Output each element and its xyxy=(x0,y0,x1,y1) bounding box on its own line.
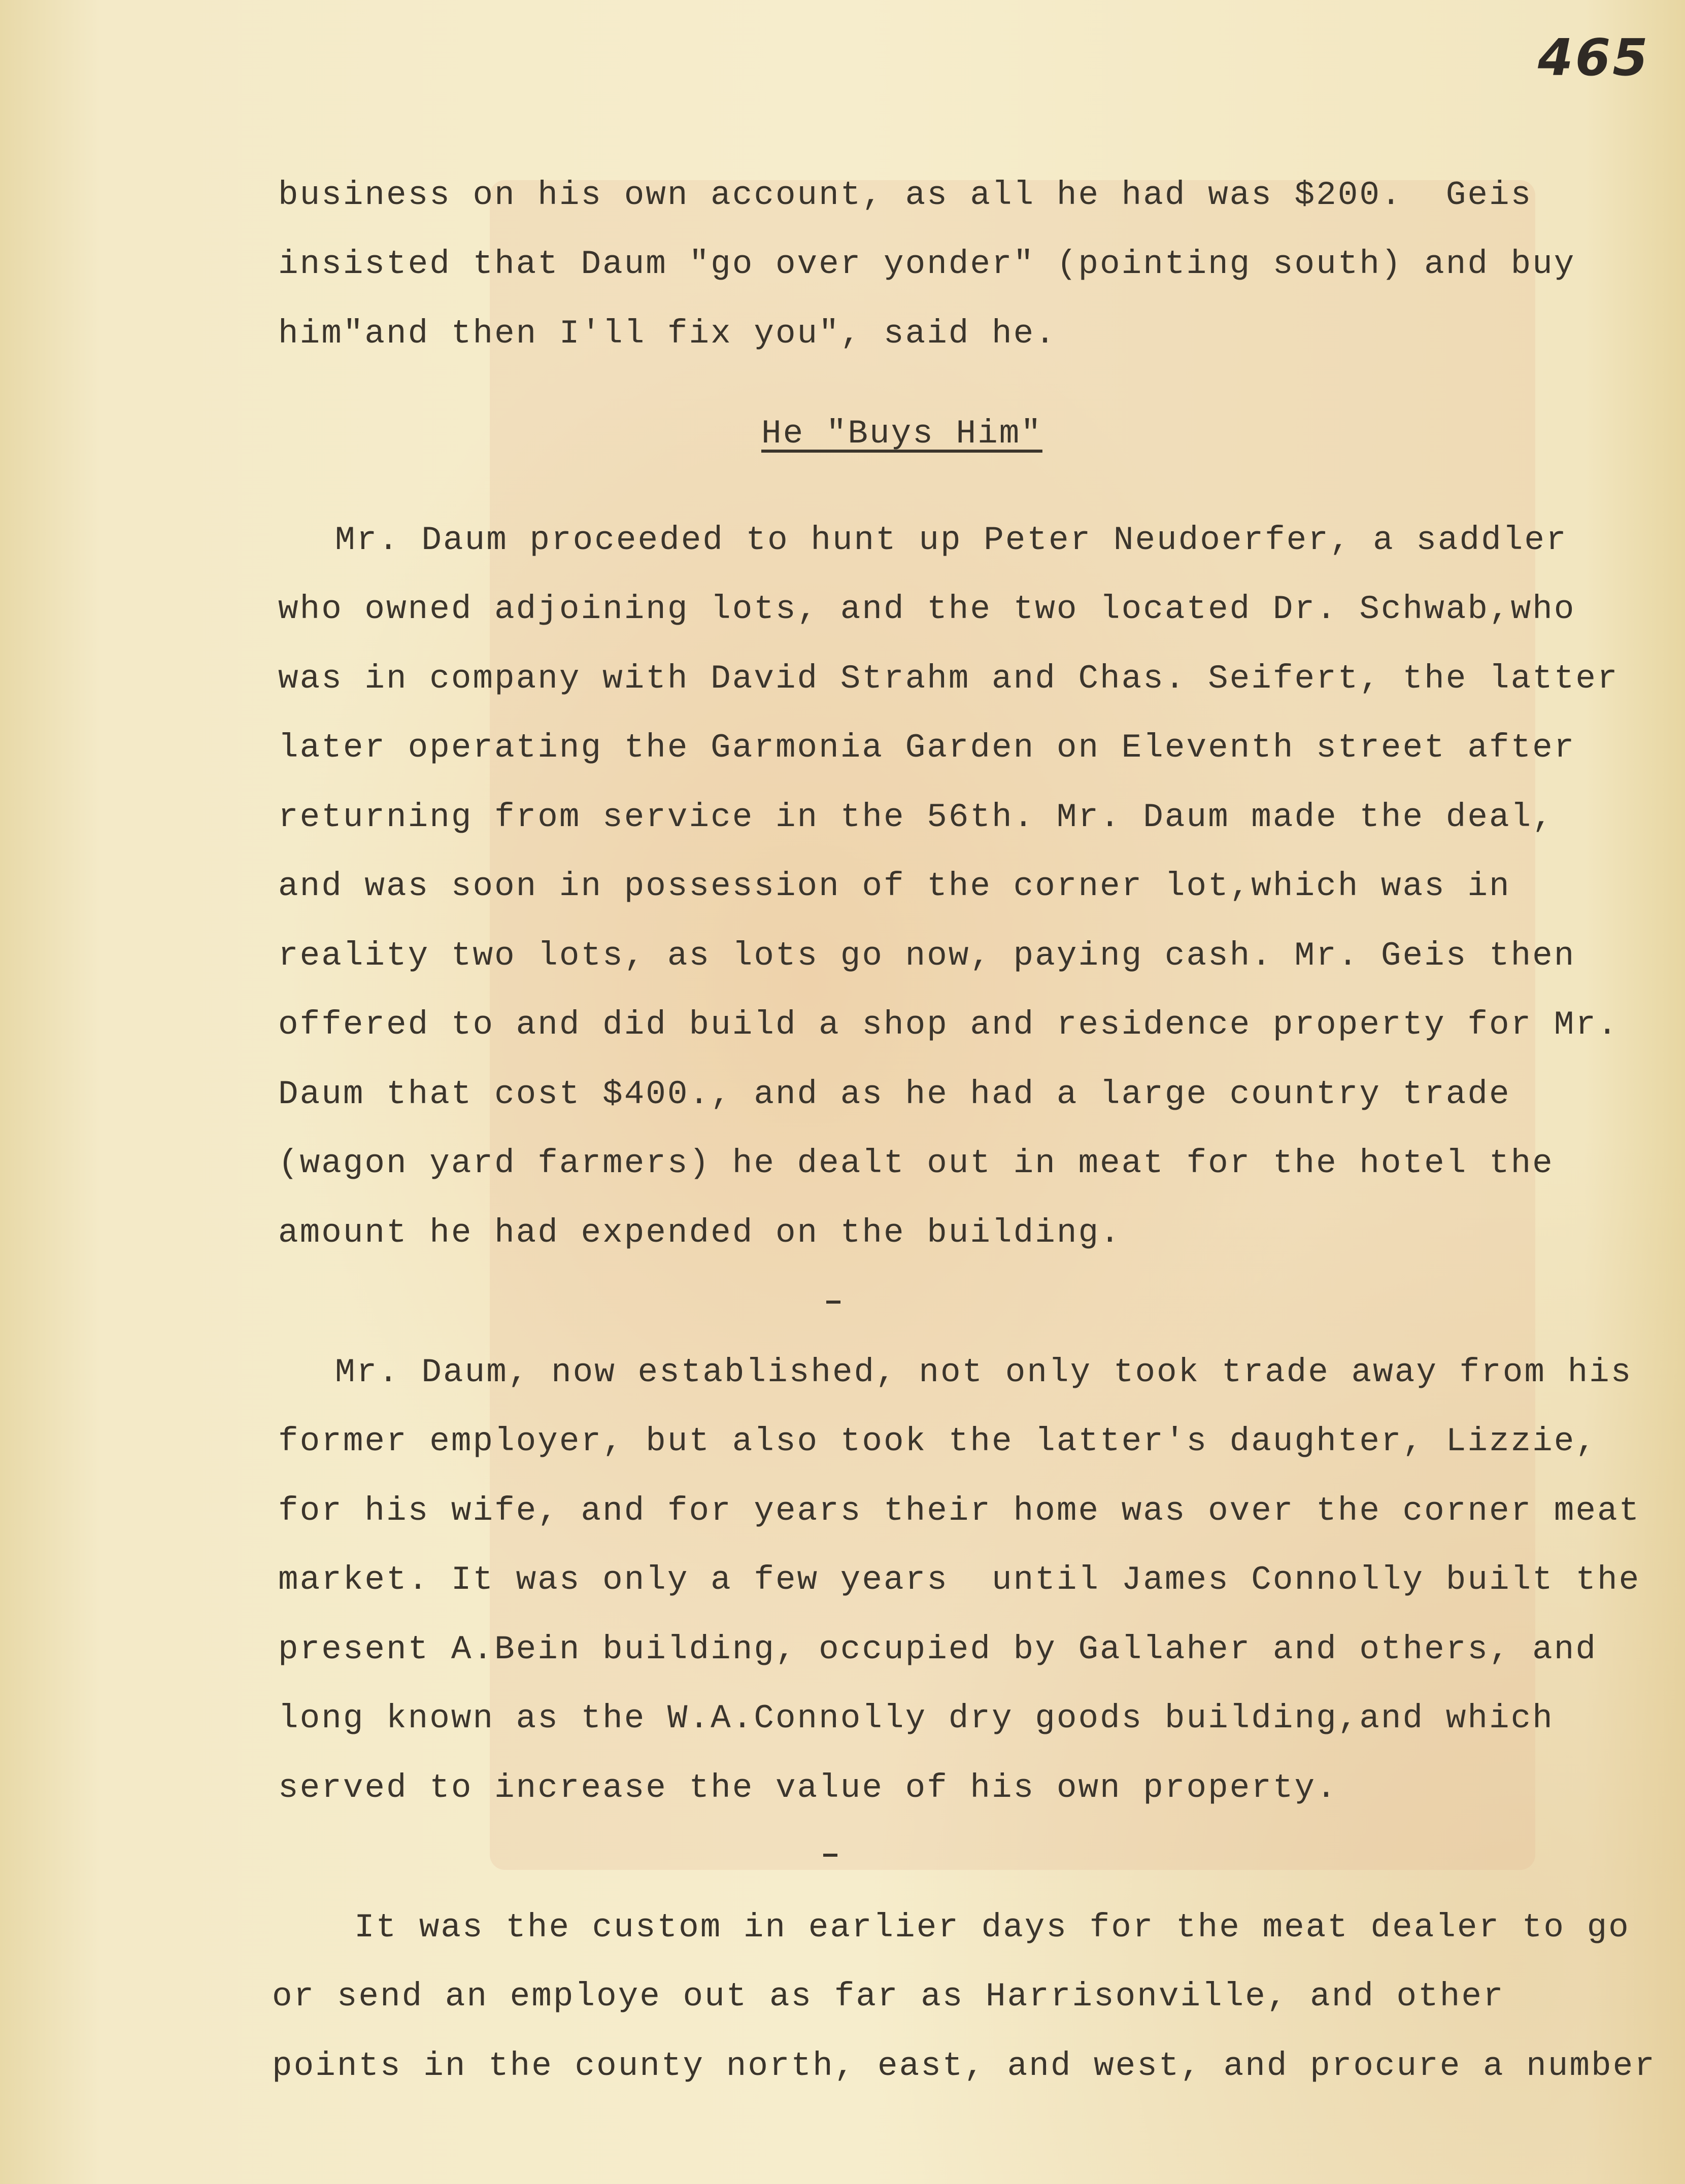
text-line: who owned adjoining lots, and the two located Dr. Schwab,who xyxy=(278,590,1576,628)
text-line: served to increase the value of his own property. xyxy=(278,1769,1338,1807)
section-separator xyxy=(826,1301,840,1304)
text-line: later operating the Garmonia Garden on Eleventh street after xyxy=(278,729,1576,767)
text-line: Mr. Daum, now established, not only took trade away from his xyxy=(335,1353,1633,1391)
text-line: him"and then I'll fix you", said he. xyxy=(278,315,1057,353)
text-line: or send an employe out as far as Harrisonville, and other xyxy=(272,1977,1505,2016)
text-line: market. It was only a few years until James Connolly built the xyxy=(278,1561,1641,1599)
text-line: was in company with David Strahm and Chas. Seifert, the latter xyxy=(278,660,1619,698)
text-line: (wagon yard farmers) he dealt out in meat for the hotel the xyxy=(278,1144,1554,1182)
section-separator xyxy=(823,1854,837,1857)
text-line: for his wife, and for years their home was over the corner meat xyxy=(278,1492,1641,1530)
text-line: points in the county north, east, and west, and procure a number xyxy=(272,2047,1656,2085)
text-line: former employer, but also took the latter's daughter, Lizzie, xyxy=(278,1422,1597,1460)
text-line: and was soon in possession of the corner lot,which was in xyxy=(278,867,1511,905)
text-line: returning from service in the 56th. Mr. Daum made the deal, xyxy=(278,798,1554,836)
page-number: 465 xyxy=(1538,28,1650,87)
text-line: business on his own account, as all he had was $200. Geis xyxy=(278,176,1533,214)
text-line: It was the custom in earlier days for the meat dealer to go xyxy=(354,1908,1630,1947)
text-line: present A.Bein building, occupied by Gallaher and others, and xyxy=(278,1630,1597,1668)
text-line: amount he had expended on the building. xyxy=(278,1214,1122,1252)
text-line: Mr. Daum proceeded to hunt up Peter Neudoerfer, a saddler xyxy=(335,521,1568,559)
text-line: Daum that cost $400., and as he had a large country trade xyxy=(278,1075,1511,1113)
text-line: insisted that Daum "go over yonder" (pointing south) and buy xyxy=(278,245,1576,283)
section-heading: He "Buys Him" xyxy=(761,415,1042,453)
text-line: offered to and did build a shop and residence property for Mr. xyxy=(278,1006,1619,1044)
text-line: long known as the W.A.Connolly dry goods building,and which xyxy=(278,1699,1554,1737)
text-line: reality two lots, as lots go now, paying cash. Mr. Geis then xyxy=(278,937,1576,975)
